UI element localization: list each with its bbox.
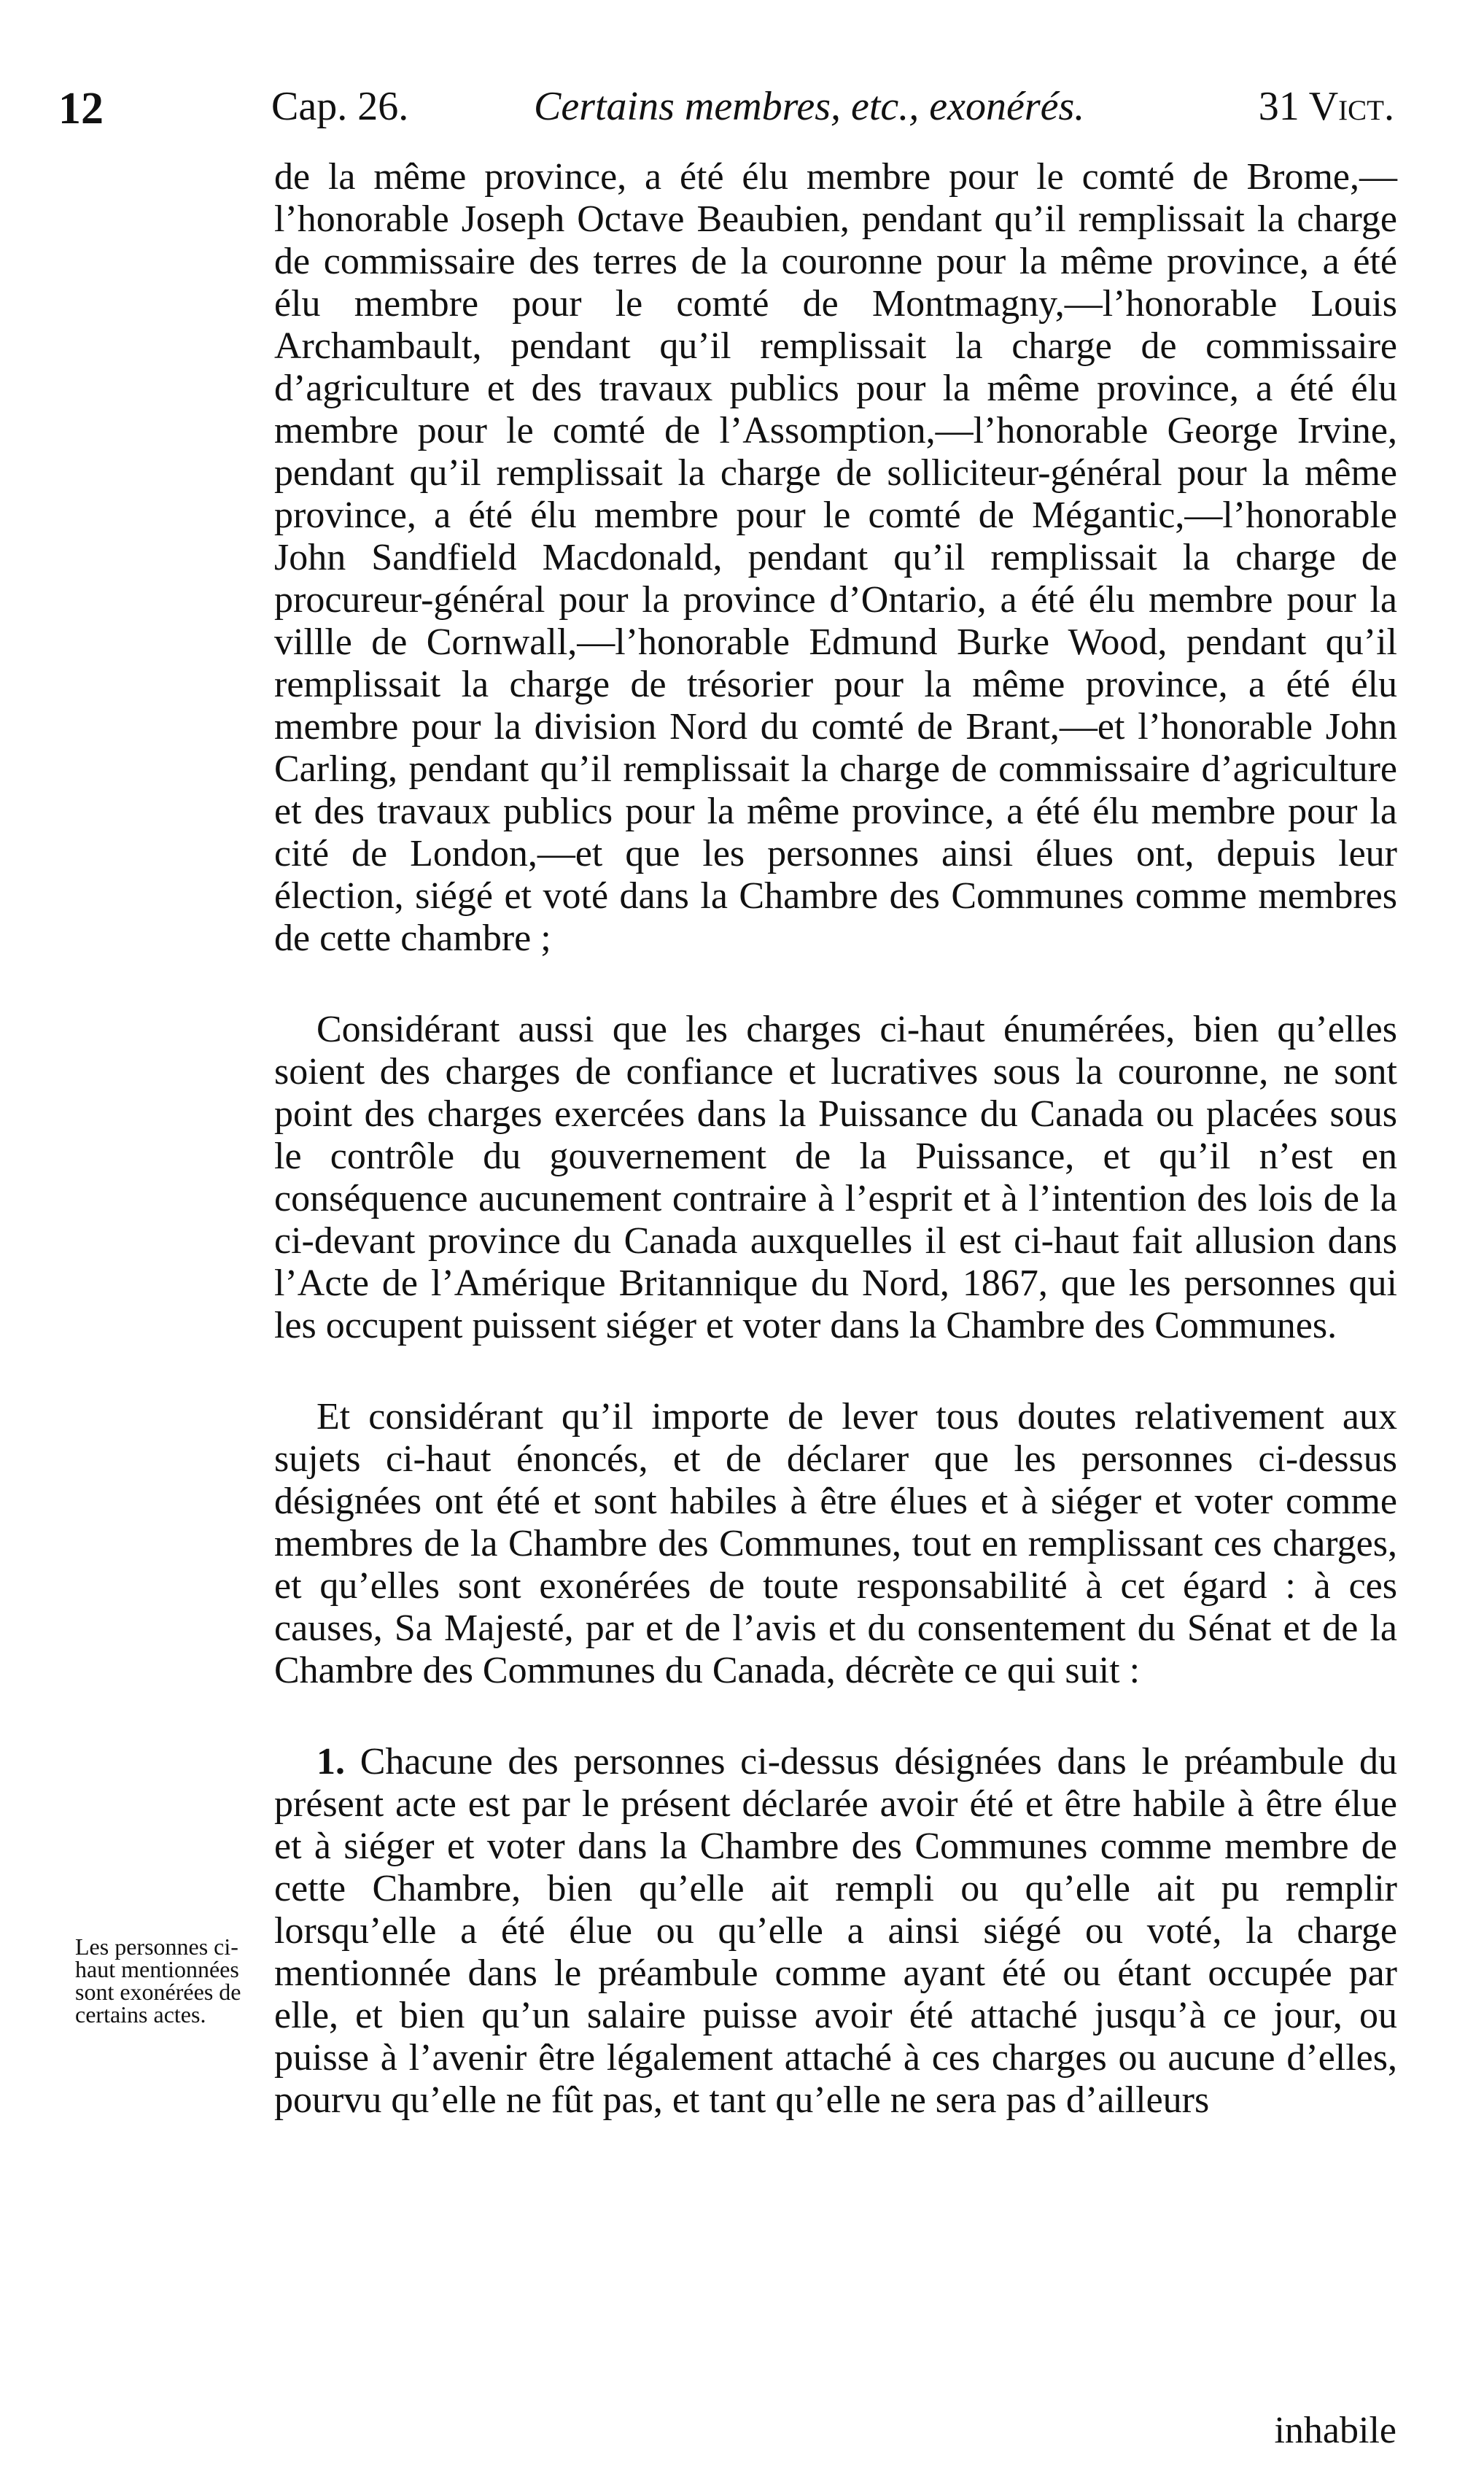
paragraph-continuation: de la même province, a été élu membre pour le comté de Brome,—l’honorable Joseph Octave Beaubien, pendant qu’il remplissait la charge de commissaire des terres de la couronne pour la même province, a été élu membre pour le comté de Montmagny,—l’honorable Louis Archambault, pendant qu’il remplissait la charge de commissaire d’agriculture et des travaux publics pour la même province, a été élu membre pour le comté de l’Assomption,—l’honorable George Irvine, pendant qu’il remplissait la charge de solliciteur-général pour la même province, a été élu membre pour le comté de Mégantic,—l’honorable John Sandfield Macdonald, pendant qu’il remplissait la charge de procureur-général pour la province d’Ontario, a été élu membre pour la villle de Cornwall,—l’honorable Edmund Burke Wood, pendant qu’il remplissait la charge de trésorier pour la même province, a été élu membre pour la division Nord du comté de Brant,—et l’honorable John Carling, pendant qu’il remplissait la charge de commissaire d’agriculture et des travaux publics pour la même province, a été élu membre pour la cité de London,—et que les personnes ainsi élues ont, depuis leur élection, siégé et voté dans la Chambre des Communes comme membres de cette chambre ; bbox=[274, 156, 1397, 959]
margin-note: Les personnes ci-haut mentionnées sont exonérées de certains actes. bbox=[75, 1933, 241, 2028]
running-head bbox=[271, 86, 1394, 137]
running-head-title: Certains membres, etc., exonérés. bbox=[534, 84, 1085, 129]
section-1 bbox=[274, 1741, 1397, 2122]
running-head-session: 31 Vict. bbox=[1258, 84, 1394, 129]
paragraph-considerant: Considérant aussi que les charges ci-haut énumérées, bien qu’elles soient des charges de confiance et lucratives sous la couronne, ne sont point des charges exercées dans la Puissance du Canada ou placées sous le contrôle du gouvernement de la Puissance, et qu’il n’est en conséquence aucunement contraire à l’esprit et à l’intention des lois de la ci-devant province du Canada auxquelles il est ci-haut fait allusion dans l’Acte de l’Amérique Britannique du Nord, 1867, que les personnes qui les occupent puissent siéger et voter dans la Chambre des Communes. bbox=[274, 1009, 1397, 1346]
running-head-chapter: Cap. 26. bbox=[271, 84, 409, 129]
paragraph-et-considerant: Et considérant qu’il importe de lever tous doutes relativement aux sujets ci-haut énoncés, et de déclarer que les personnes ci-dessus désignées ont été et sont habiles à être élues et à siéger et voter comme membres de la Chambre des Communes, tout en remplissant ces charges, et qu’elles sont exonérées de toute responsabilité à cet égard : à ces causes, Sa Majesté, par et de l’avis et du consentement du Sénat et de la Chambre des Communes du Canada, décrète ce qui suit : bbox=[274, 1396, 1397, 1691]
body-text bbox=[274, 156, 1397, 2122]
page-number: 12 bbox=[58, 84, 104, 133]
section-text: Chacune des personnes ci-dessus désignées dans le préambule du présent acte est par le présent déclarée avoir été et être habile à être élue et à siéger et voter dans la Chambre des Communes comme membre de cette Chambre, bien qu’elle ait rempli ou qu’elle ait pu remplir lorsqu’elle a été élue ou qu’elle a ainsi siégé ou voté, la charge mentionnée dans le préambule comme ayant été ou étant occupée par elle, et bien qu’un salaire puisse avoir été attaché jusqu’à ce jour, ou puisse à l’avenir être légalement attaché à ces charges ou aucune d’elles, pourvu qu’elle ne fût pas, et tant qu’elle ne sera pas d’ailleurs bbox=[274, 1741, 1397, 2121]
catchword: inhabile bbox=[1274, 2410, 1396, 2451]
section-number: 1. bbox=[316, 1741, 345, 1782]
